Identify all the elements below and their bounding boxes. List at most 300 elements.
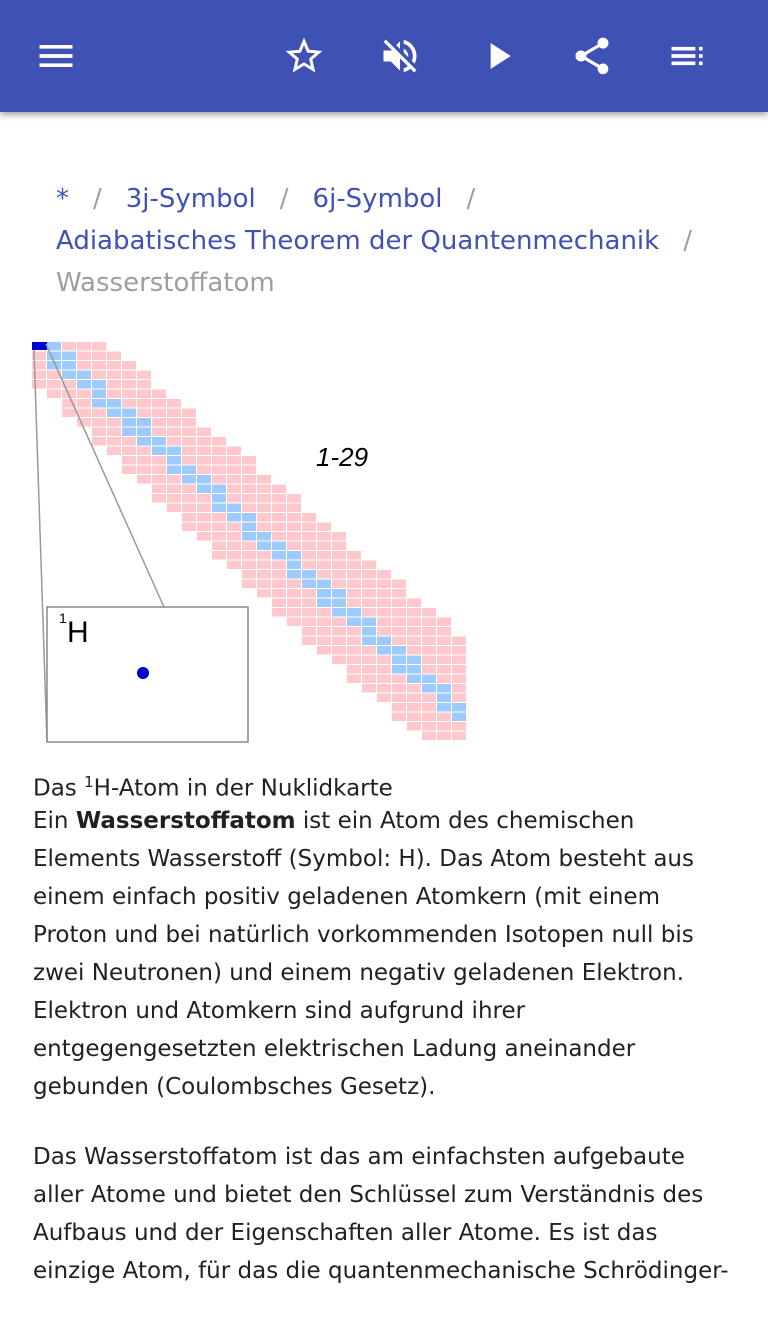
- nuclide-cell: [257, 570, 271, 579]
- nuclide-cell: [272, 532, 286, 541]
- stable-nuclide-cell: [302, 580, 316, 589]
- nuclide-cell: [137, 466, 151, 475]
- nuclide-cell: [242, 551, 256, 560]
- nuclide-cell: [107, 418, 121, 427]
- nuclide-cell: [422, 618, 436, 627]
- nuclide-cell: [407, 684, 421, 693]
- paragraph: Das Wasserstoffatom ist das am einfachsten aufgebaute aller Atome und bietet den Schlüssel zum Verständnis des Aufbaus und der Eigenschaften aller Atome. Es ist das einzige Atom, für das die quantenmechanische Schrödinger-: [33, 1144, 729, 1284]
- nuclide-cell: [107, 437, 121, 446]
- nuclide-cell: [227, 561, 241, 570]
- stable-nuclide-cell: [242, 513, 256, 522]
- nuclide-cell: [437, 732, 451, 741]
- nuclide-cell: [302, 551, 316, 560]
- nuclide-cell: [242, 475, 256, 484]
- nuclide-cell: [242, 542, 256, 551]
- stable-nuclide-cell: [212, 504, 226, 513]
- nuclide-cell: [377, 608, 391, 617]
- nuclide-cell: [377, 570, 391, 579]
- nuclide-cell: [137, 390, 151, 399]
- nuclide-cell: [167, 437, 181, 446]
- nuclide-cell: [347, 656, 361, 665]
- breadcrumb-item[interactable]: 3j-Symbol: [125, 184, 256, 214]
- nuclide-cell: [347, 599, 361, 608]
- nuclide-chart-figure[interactable]: [30, 340, 480, 752]
- nuclide-cell: [317, 627, 331, 636]
- nuclide-cell: [437, 627, 451, 636]
- stable-nuclide-cell: [362, 627, 376, 636]
- nuclide-cell: [422, 713, 436, 722]
- nuclide-cell: [152, 428, 166, 437]
- stable-nuclide-cell: [197, 475, 211, 484]
- nuclide-cell: [137, 380, 151, 389]
- nuclide-cell: [152, 494, 166, 503]
- nuclide-cell: [92, 352, 106, 361]
- nuclide-cell: [347, 675, 361, 684]
- nuclide-cell: [407, 703, 421, 712]
- nuclide-cell: [392, 703, 406, 712]
- nuclide-cell: [302, 627, 316, 636]
- nuclide-cell: [392, 637, 406, 646]
- nuclide-cell: [92, 428, 106, 437]
- nuclide-cell: [392, 684, 406, 693]
- stable-nuclide-cell: [287, 561, 301, 570]
- nuclide-cell: [257, 485, 271, 494]
- nuclide-cell: [122, 447, 136, 456]
- nuclide-cell: [272, 599, 286, 608]
- nuclide-cell: [332, 580, 346, 589]
- nuclide-cell: [227, 542, 241, 551]
- nuclide-cell: [137, 371, 151, 380]
- nuclide-cell: [407, 713, 421, 722]
- nuclide-cell: [437, 656, 451, 665]
- nuclide-cell: [287, 532, 301, 541]
- nuclide-cell: [122, 456, 136, 465]
- share-icon: [570, 34, 614, 78]
- stable-nuclide-cell: [152, 437, 166, 446]
- nuclide-cell: [302, 589, 316, 598]
- nuclide-cell: [227, 466, 241, 475]
- stable-nuclide-cell: [242, 523, 256, 532]
- nuclide-cell: [317, 646, 331, 655]
- nuclide-cell: [197, 466, 211, 475]
- breadcrumb-item[interactable]: 6j-Symbol: [312, 184, 443, 214]
- nuclide-cell: [422, 646, 436, 655]
- contents-button[interactable]: [660, 28, 716, 84]
- star-icon: [282, 34, 326, 78]
- nuclide-cell: [272, 570, 286, 579]
- nuclide-cell: [392, 694, 406, 703]
- stable-nuclide-cell: [272, 542, 286, 551]
- nuclide-cell: [347, 580, 361, 589]
- nuclide-cell: [302, 618, 316, 627]
- nuclide-cell: [347, 665, 361, 674]
- nuclide-cell: [227, 532, 241, 541]
- nuclide-cell: [362, 599, 376, 608]
- stable-nuclide-cell: [122, 418, 136, 427]
- stable-nuclide-cell: [272, 551, 286, 560]
- nuclide-cell: [107, 361, 121, 370]
- nuclide-cell: [227, 551, 241, 560]
- nuclide-cell: [317, 561, 331, 570]
- nuclide-cell: [332, 637, 346, 646]
- nuclide-cell: [272, 580, 286, 589]
- paragraph: [33, 802, 738, 1106]
- nuclide-cell: [422, 732, 436, 741]
- nuclide-cell: [197, 504, 211, 513]
- nuclide-cell: [302, 637, 316, 646]
- nuclide-cell: [257, 494, 271, 503]
- stable-nuclide-cell: [257, 532, 271, 541]
- nuclide-cell: [287, 494, 301, 503]
- nuclide-cell: [107, 352, 121, 361]
- nuclide-cell: [32, 380, 46, 389]
- nuclide-cell: [197, 428, 211, 437]
- paragraph-text: ist ein Atom des chemischen Elements Wasserstoff (Symbol: H). Das Atom besteht aus einem einfach positiv geladenen Atomkern (mit einem Proton und bei natürlich vorkommenden Isotopen null bis zwei Neutronen) und einem negativ geladenen Elektron. Elektron und Atomkern sind aufgrund ihrer entgegengesetzten elektrischen Ladung aneinander gebunden (Coulombsches Gesetz).: [33, 808, 694, 1100]
- nuclide-cell: [362, 646, 376, 655]
- article-term: Wasserstoffatom: [75, 808, 296, 834]
- nuclide-cell: [317, 608, 331, 617]
- stable-nuclide-cell: [167, 447, 181, 456]
- nuclide-cell: [182, 523, 196, 532]
- stable-nuclide-cell: [422, 675, 436, 684]
- nuclide-cell: [107, 428, 121, 437]
- nuclide-cell: [242, 485, 256, 494]
- nuclide-cell: [122, 371, 136, 380]
- nuclide-cell: [227, 523, 241, 532]
- stable-nuclide-cell: [242, 532, 256, 541]
- nuclide-cell: [182, 447, 196, 456]
- nuclide-cell: [242, 580, 256, 589]
- caption-text: H-Atom in der Nuklidkarte: [93, 775, 393, 802]
- nuclide-cell: [107, 380, 121, 389]
- stable-nuclide-cell: [422, 684, 436, 693]
- stable-nuclide-cell: [317, 580, 331, 589]
- stable-nuclide-cell: [302, 570, 316, 579]
- nuclide-cell: [77, 390, 91, 399]
- favorite-button[interactable]: [276, 28, 332, 84]
- nuclide-cell: [407, 599, 421, 608]
- nuclide-cell: [272, 504, 286, 513]
- nuclide-cell: [332, 646, 346, 655]
- nuclide-cell: [377, 656, 391, 665]
- nuclide-cell: [287, 580, 301, 589]
- nuclide-cell: [272, 561, 286, 570]
- nuclide-cell: [332, 656, 346, 665]
- nuclide-cell: [317, 618, 331, 627]
- stable-nuclide-cell: [92, 380, 106, 389]
- mute-button[interactable]: [372, 28, 428, 84]
- stable-nuclide-cell: [377, 637, 391, 646]
- stable-nuclide-cell: [182, 466, 196, 475]
- nuclide-cell: [377, 599, 391, 608]
- stable-nuclide-cell: [212, 494, 226, 503]
- nuclide-cell: [152, 485, 166, 494]
- nuclide-cell: [452, 732, 466, 741]
- play-button[interactable]: [470, 28, 526, 84]
- nuclide-cell: [137, 475, 151, 484]
- stable-nuclide-cell: [317, 589, 331, 598]
- nuclide-cell: [392, 599, 406, 608]
- nuclide-cell: [392, 627, 406, 636]
- stable-nuclide-cell: [407, 656, 421, 665]
- nuclide-cell: [377, 675, 391, 684]
- nuclide-cell: [137, 456, 151, 465]
- nuclide-cell: [317, 523, 331, 532]
- inset-superscript: 1: [59, 610, 67, 626]
- nuclide-cell: [212, 532, 226, 541]
- nuclide-cell: [332, 542, 346, 551]
- nuclide-cell: [167, 409, 181, 418]
- nuclide-cell: [377, 580, 391, 589]
- stable-nuclide-cell: [362, 618, 376, 627]
- nuclide-cell: [317, 542, 331, 551]
- nuclide-cell: [107, 390, 121, 399]
- nuclide-cell: [77, 399, 91, 408]
- nuclide-cell: [452, 684, 466, 693]
- nuclide-cell: [212, 456, 226, 465]
- nuclide-cell: [377, 627, 391, 636]
- nuclide-cell: [212, 542, 226, 551]
- stable-nuclide-cell: [62, 371, 76, 380]
- nuclide-cell: [392, 580, 406, 589]
- nuclide-cell: [437, 665, 451, 674]
- nuclide-cell: [317, 570, 331, 579]
- nuclide-cell: [242, 504, 256, 513]
- nuclide-cell: [137, 447, 151, 456]
- nuclide-cell: [377, 684, 391, 693]
- nuclide-cell: [122, 466, 136, 475]
- stable-nuclide-cell: [182, 475, 196, 484]
- hydrogen-cell: [32, 342, 47, 350]
- stable-nuclide-cell: [257, 542, 271, 551]
- nuclide-cell: [122, 361, 136, 370]
- nuclide-cell: [422, 703, 436, 712]
- nuclide-cell: [287, 599, 301, 608]
- nucleus-dot: [137, 667, 149, 679]
- nuclide-cell: [422, 665, 436, 674]
- nuclide-cell: [92, 361, 106, 370]
- nuclide-cell: [182, 485, 196, 494]
- nuclide-cell: [197, 447, 211, 456]
- app-toolbar: [0, 0, 768, 112]
- nuclide-cell: [332, 627, 346, 636]
- nuclide-cell: [362, 608, 376, 617]
- nuclide-cell: [392, 675, 406, 684]
- nuclide-cell: [212, 523, 226, 532]
- nuclide-cell: [332, 618, 346, 627]
- play-icon: [476, 34, 520, 78]
- stable-nuclide-cell: [347, 608, 361, 617]
- nuclide-cell: [452, 694, 466, 703]
- nuclide-cell: [197, 456, 211, 465]
- stable-nuclide-cell: [167, 456, 181, 465]
- nuclide-cell: [302, 542, 316, 551]
- nuclide-cell: [422, 694, 436, 703]
- nuclide-cell: [152, 456, 166, 465]
- nuclide-cell: [452, 722, 466, 731]
- nuclide-cell: [257, 475, 271, 484]
- nuclide-cell: [437, 713, 451, 722]
- stable-nuclide-cell: [287, 551, 301, 560]
- nuclide-cell: [227, 475, 241, 484]
- nuclide-cell: [437, 646, 451, 655]
- nuclide-cell: [182, 428, 196, 437]
- nuclide-cell: [332, 551, 346, 560]
- nuclide-cell: [437, 722, 451, 731]
- nuclide-cell: [392, 618, 406, 627]
- nuclide-cell: [242, 466, 256, 475]
- nuclide-cell: [167, 428, 181, 437]
- nuclide-cell: [122, 399, 136, 408]
- nuclide-cell: [347, 627, 361, 636]
- stable-nuclide-cell: [392, 646, 406, 655]
- nuclide-cell: [407, 627, 421, 636]
- nuclide-cell: [437, 675, 451, 684]
- stable-nuclide-cell: [137, 418, 151, 427]
- range-label: 1-29: [316, 442, 369, 472]
- stable-nuclide-cell: [362, 637, 376, 646]
- nuclide-cell: [377, 589, 391, 598]
- nuclide-cell: [362, 561, 376, 570]
- nuclide-cell: [407, 637, 421, 646]
- nuclide-cell: [362, 684, 376, 693]
- stable-nuclide-cell: [77, 380, 91, 389]
- menu-button[interactable]: [28, 28, 84, 84]
- nuclide-cell: [272, 589, 286, 598]
- stable-nuclide-cell: [107, 399, 121, 408]
- nuclide-cell: [212, 437, 226, 446]
- nuclide-cell: [407, 646, 421, 655]
- nuclide-cell: [212, 475, 226, 484]
- nuclide-cell: [167, 504, 181, 513]
- nuclide-chart-image: [30, 340, 480, 752]
- nuclide-cell: [107, 371, 121, 380]
- nuclide-cell: [212, 447, 226, 456]
- breadcrumb-item[interactable]: Adiabatisches Theorem der Quantenmechanik: [56, 226, 660, 256]
- nuclide-cell: [347, 561, 361, 570]
- nuclide-cell: [377, 665, 391, 674]
- nuclide-cell: [407, 694, 421, 703]
- caption-prefix: Das: [33, 775, 77, 802]
- menu-icon: [34, 34, 78, 78]
- nuclide-cell: [257, 561, 271, 570]
- nuclide-cell: [362, 665, 376, 674]
- volume-off-icon: [378, 34, 422, 78]
- stable-nuclide-cell: [62, 361, 76, 370]
- stable-nuclide-cell: [227, 513, 241, 522]
- nuclide-cell: [317, 532, 331, 541]
- nuclide-cell: [437, 618, 451, 627]
- nuclide-cell: [227, 485, 241, 494]
- nuclide-cell: [257, 504, 271, 513]
- nuclide-cell: [227, 456, 241, 465]
- nuclide-cell: [272, 523, 286, 532]
- stable-nuclide-cell: [287, 570, 301, 579]
- nuclide-cell: [422, 608, 436, 617]
- stable-nuclide-cell: [47, 352, 61, 361]
- nuclide-cell: [227, 447, 241, 456]
- nuclide-cell: [167, 399, 181, 408]
- nuclide-cell: [407, 722, 421, 731]
- stable-nuclide-cell: [437, 703, 451, 712]
- nuclide-cell: [347, 570, 361, 579]
- nuclide-cell: [452, 637, 466, 646]
- breadcrumb-item[interactable]: *: [56, 184, 69, 214]
- nuclide-cell: [272, 608, 286, 617]
- stable-nuclide-cell: [122, 428, 136, 437]
- nuclide-cell: [332, 532, 346, 541]
- nuclide-cell: [302, 608, 316, 617]
- nuclide-cell: [362, 656, 376, 665]
- nuclide-cell: [167, 494, 181, 503]
- nuclide-cell: [287, 513, 301, 522]
- nuclide-cell: [392, 713, 406, 722]
- stable-nuclide-cell: [392, 665, 406, 674]
- zoom-line-left: [34, 350, 47, 742]
- nuclide-cell: [242, 456, 256, 465]
- nuclide-cell: [347, 646, 361, 655]
- nuclide-cell: [122, 390, 136, 399]
- nuclide-cell: [47, 390, 61, 399]
- nuclide-cell: [452, 665, 466, 674]
- nuclide-cell: [287, 523, 301, 532]
- nuclide-cell: [422, 637, 436, 646]
- article-body: [33, 802, 738, 1322]
- nuclide-cell: [152, 399, 166, 408]
- nuclide-cell: [347, 551, 361, 560]
- nuclide-cell: [362, 675, 376, 684]
- nuclide-cell: [287, 542, 301, 551]
- nuclide-cell: [242, 570, 256, 579]
- nuclide-cell: [257, 513, 271, 522]
- nuclide-cell: [407, 618, 421, 627]
- stable-nuclide-cell: [212, 485, 226, 494]
- stable-nuclide-cell: [407, 675, 421, 684]
- nuclide-cell: [347, 589, 361, 598]
- nuclide-cell: [92, 342, 106, 351]
- nuclide-cell: [197, 437, 211, 446]
- stable-nuclide-cell: [452, 703, 466, 712]
- nuclide-cell: [182, 456, 196, 465]
- nuclide-cell: [212, 551, 226, 560]
- nuclide-cell: [92, 371, 106, 380]
- nuclide-cell: [272, 513, 286, 522]
- nuclide-cell: [197, 494, 211, 503]
- nuclide-cell: [362, 570, 376, 579]
- nuclide-cell: [77, 361, 91, 370]
- nuclide-cell: [77, 352, 91, 361]
- inset-label: H: [67, 616, 89, 649]
- nuclide-cell: [362, 589, 376, 598]
- nuclide-cell: [212, 513, 226, 522]
- nuclide-cell: [167, 485, 181, 494]
- nuclide-cell: [212, 466, 226, 475]
- nuclide-cell: [122, 437, 136, 446]
- nuclide-cell: [167, 418, 181, 427]
- nuclide-cell: [137, 399, 151, 408]
- nuclide-cell: [62, 409, 76, 418]
- nuclide-cell: [107, 447, 121, 456]
- nuclide-cell: [287, 589, 301, 598]
- breadcrumb-separator: /: [683, 226, 692, 256]
- stable-nuclide-cell: [437, 684, 451, 693]
- nuclide-cell: [182, 504, 196, 513]
- share-button[interactable]: [564, 28, 620, 84]
- nuclide-cell: [167, 475, 181, 484]
- caption-superscript: 1: [84, 773, 94, 791]
- nuclide-cell: [152, 418, 166, 427]
- breadcrumb-separator: /: [93, 184, 102, 214]
